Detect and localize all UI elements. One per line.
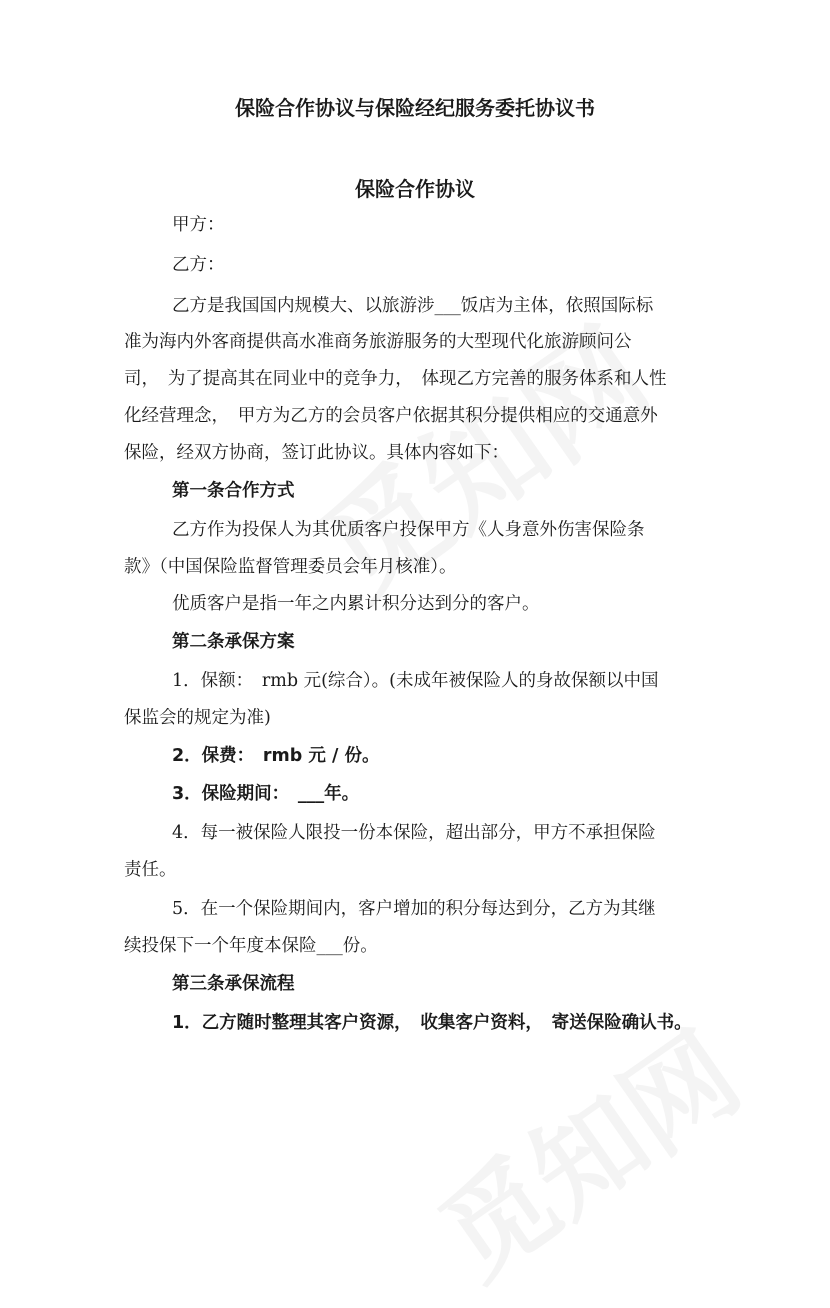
list-item-line: 责任。	[124, 860, 177, 880]
article-heading: 第一条合作方式	[172, 481, 295, 501]
list-item-line: 2．保费： rmb 元 / 份。	[172, 746, 380, 766]
party-a-line: 甲方：	[172, 215, 225, 235]
list-item-line: 1．乙方随时整理其客户资源， 收集客户资料， 寄送保险确认书。	[172, 1013, 692, 1033]
list-item-line: 3．保险期间： ___年。	[172, 784, 360, 804]
intro-line: 乙方是我国国内规模大、以旅游涉___饭店为主体，依照国际标	[172, 296, 654, 316]
party-b-line: 乙方：	[172, 255, 225, 275]
article-heading: 第三条承保流程	[172, 974, 295, 994]
list-item-line: 保监会的规定为准)	[124, 708, 271, 728]
list-item-line: 4．每一被保险人限投一份本保险，超出部分，甲方不承担保险	[172, 823, 656, 843]
article-paragraph-line: 乙方作为投保人为其优质客户投保甲方《人身意外伤害保险条	[172, 520, 645, 540]
document-title: 保险合作协议与保险经纪服务委托协议书	[235, 96, 595, 120]
list-item-line: 5．在一个保险期间内，客户增加的积分每达到分，乙方为其继	[172, 899, 656, 919]
article-heading: 第二条承保方案	[172, 632, 295, 652]
list-item-line: 1．保额： rmb 元(综合）。(未成年被保险人的身故保额以中国	[172, 671, 659, 691]
intro-line: 保险，经双方协商，签订此协议。具体内容如下：	[124, 443, 509, 463]
intro-line: 化经营理念， 甲方为乙方的会员客户依据其积分提供相应的交通意外	[124, 406, 658, 426]
article-paragraph-line: 款》（中国保险监督管理委员会年月核准）。	[124, 557, 457, 577]
intro-line: 司， 为了提高其在同业中的竞争力， 体现乙方完善的服务体系和人性	[124, 369, 667, 389]
list-item-line: 续投保下一个年度本保险___份。	[124, 936, 378, 956]
intro-line: 准为海内外客商提供高水准商务旅游服务的大型现代化旅游顾问公	[124, 332, 632, 352]
section-title: 保险合作协议	[355, 177, 475, 201]
article-paragraph-line: 优质客户是指一年之内累计积分达到分的客户。	[172, 594, 540, 614]
